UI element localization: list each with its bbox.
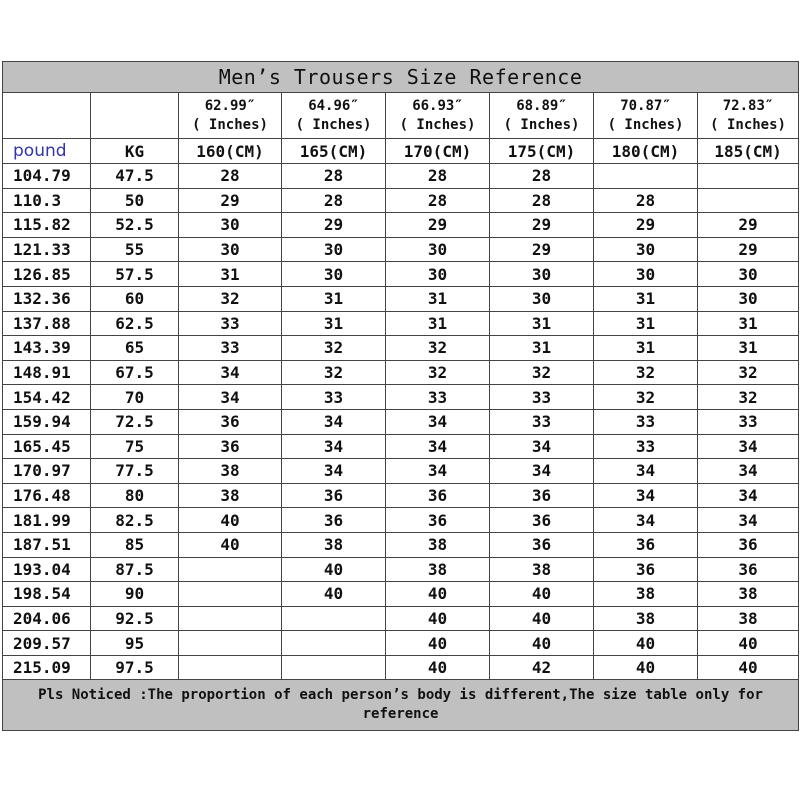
- size-cell: 29: [386, 213, 490, 238]
- cm-header-row: [3, 139, 799, 164]
- table-row: [3, 459, 799, 484]
- size-cell: 40: [179, 508, 282, 533]
- table-row: [3, 385, 799, 410]
- kg-cell: 85: [91, 532, 179, 557]
- pound-cell: 209.57: [3, 631, 91, 656]
- cm-header: 175(CM): [490, 139, 594, 164]
- size-cell: 28: [179, 164, 282, 189]
- size-cell: 34: [594, 459, 698, 484]
- size-cell: 34: [594, 483, 698, 508]
- pound-cell: 204.06: [3, 606, 91, 631]
- table-row: [3, 508, 799, 533]
- size-cell: [698, 188, 799, 213]
- size-cell: 36: [282, 483, 386, 508]
- size-cell: 33: [179, 336, 282, 361]
- pound-cell: 121.33: [3, 237, 91, 262]
- size-cell: 36: [698, 532, 799, 557]
- size-cell: 32: [282, 336, 386, 361]
- inch-header-row: [3, 93, 799, 139]
- size-cell: 28: [282, 188, 386, 213]
- kg-cell: 95: [91, 631, 179, 656]
- size-cell: 32: [698, 385, 799, 410]
- chart-title: Men’s Trousers Size Reference: [3, 62, 799, 93]
- table-row: [3, 582, 799, 607]
- size-cell: 38: [594, 582, 698, 607]
- table-row: [3, 336, 799, 361]
- size-cell: [282, 655, 386, 680]
- size-cell: [179, 655, 282, 680]
- cm-header: 170(CM): [386, 139, 490, 164]
- size-cell: 31: [594, 311, 698, 336]
- kg-cell: 80: [91, 483, 179, 508]
- size-cell: 30: [282, 237, 386, 262]
- size-cell: 33: [698, 409, 799, 434]
- pound-cell: 126.85: [3, 262, 91, 287]
- kg-cell: 77.5: [91, 459, 179, 484]
- size-cell: 31: [282, 286, 386, 311]
- kg-cell: 47.5: [91, 164, 179, 189]
- size-cell: 28: [386, 164, 490, 189]
- kg-cell: 90: [91, 582, 179, 607]
- table-row: [3, 483, 799, 508]
- size-cell: 32: [698, 360, 799, 385]
- pound-cell: 137.88: [3, 311, 91, 336]
- kg-cell: 55: [91, 237, 179, 262]
- size-cell: 40: [386, 606, 490, 631]
- size-cell: 36: [179, 434, 282, 459]
- size-cell: 30: [490, 286, 594, 311]
- pound-cell: 148.91: [3, 360, 91, 385]
- size-cell: 34: [179, 360, 282, 385]
- inch-header: 68.89″ ( Inches): [490, 93, 594, 139]
- size-cell: 33: [594, 409, 698, 434]
- size-cell: 29: [698, 237, 799, 262]
- pound-cell: 143.39: [3, 336, 91, 361]
- size-chart: [2, 61, 798, 731]
- size-cell: 34: [698, 483, 799, 508]
- pound-cell: 187.51: [3, 532, 91, 557]
- inch-header: 70.87″ ( Inches): [594, 93, 698, 139]
- kg-cell: 92.5: [91, 606, 179, 631]
- size-cell: 29: [490, 237, 594, 262]
- size-cell: 38: [490, 557, 594, 582]
- inch-header: 64.96″ ( Inches): [282, 93, 386, 139]
- size-cell: 36: [386, 483, 490, 508]
- size-cell: 31: [490, 311, 594, 336]
- size-cell: 36: [179, 409, 282, 434]
- empty-header-cell: [3, 93, 91, 139]
- size-cell: 38: [698, 606, 799, 631]
- size-cell: 36: [490, 483, 594, 508]
- size-cell: 28: [490, 164, 594, 189]
- size-table: [2, 61, 799, 731]
- table-row: [3, 532, 799, 557]
- size-cell: 40: [698, 655, 799, 680]
- cm-header: 165(CM): [282, 139, 386, 164]
- size-cell: 40: [282, 582, 386, 607]
- size-cell: [179, 606, 282, 631]
- size-cell: 38: [282, 532, 386, 557]
- cm-header: 160(CM): [179, 139, 282, 164]
- kg-cell: 67.5: [91, 360, 179, 385]
- size-cell: 28: [594, 188, 698, 213]
- size-cell: 29: [282, 213, 386, 238]
- size-cell: 34: [490, 434, 594, 459]
- size-cell: 31: [490, 336, 594, 361]
- size-cell: 36: [490, 532, 594, 557]
- table-row: [3, 164, 799, 189]
- size-cell: 30: [386, 262, 490, 287]
- size-cell: 36: [282, 508, 386, 533]
- table-row: [3, 434, 799, 459]
- size-cell: 42: [490, 655, 594, 680]
- size-cell: 32: [179, 286, 282, 311]
- size-cell: 31: [698, 336, 799, 361]
- pound-cell: 110.3: [3, 188, 91, 213]
- notice-text: Pls Noticed :The proportion of each person’s body is different,The size table only for reference: [3, 680, 799, 731]
- size-cell: 36: [490, 508, 594, 533]
- kg-cell: 75: [91, 434, 179, 459]
- pound-cell: 154.42: [3, 385, 91, 410]
- size-cell: [179, 557, 282, 582]
- inch-header: 72.83″ ( Inches): [698, 93, 799, 139]
- size-cell: 31: [386, 311, 490, 336]
- size-cell: 31: [594, 336, 698, 361]
- kg-cell: 50: [91, 188, 179, 213]
- size-cell: 31: [282, 311, 386, 336]
- size-cell: 30: [179, 213, 282, 238]
- table-row: [3, 311, 799, 336]
- kg-cell: 60: [91, 286, 179, 311]
- size-cell: 29: [490, 213, 594, 238]
- size-cell: 33: [594, 434, 698, 459]
- size-cell: 40: [386, 631, 490, 656]
- size-cell: 36: [594, 532, 698, 557]
- size-cell: 34: [179, 385, 282, 410]
- table-row: [3, 655, 799, 680]
- size-cell: 30: [490, 262, 594, 287]
- size-cell: 28: [282, 164, 386, 189]
- size-cell: 40: [594, 655, 698, 680]
- size-cell: 28: [490, 188, 594, 213]
- size-cell: 31: [179, 262, 282, 287]
- size-cell: 34: [698, 459, 799, 484]
- size-cell: 32: [594, 360, 698, 385]
- table-row: [3, 631, 799, 656]
- size-cell: 32: [386, 336, 490, 361]
- size-cell: 34: [386, 409, 490, 434]
- table-row: [3, 262, 799, 287]
- size-cell: 31: [698, 311, 799, 336]
- table-row: [3, 237, 799, 262]
- size-cell: 31: [594, 286, 698, 311]
- pound-cell: 132.36: [3, 286, 91, 311]
- pound-header: pound: [3, 139, 91, 164]
- pound-cell: 181.99: [3, 508, 91, 533]
- size-cell: 29: [594, 213, 698, 238]
- kg-cell: 87.5: [91, 557, 179, 582]
- kg-cell: 72.5: [91, 409, 179, 434]
- size-cell: 40: [386, 655, 490, 680]
- size-cell: 38: [386, 532, 490, 557]
- size-cell: 40: [386, 582, 490, 607]
- size-cell: 36: [386, 508, 490, 533]
- size-cell: 30: [594, 262, 698, 287]
- table-row: [3, 360, 799, 385]
- table-row: [3, 188, 799, 213]
- size-cell: 40: [698, 631, 799, 656]
- size-cell: 34: [698, 434, 799, 459]
- size-cell: 30: [594, 237, 698, 262]
- size-cell: 40: [179, 532, 282, 557]
- pound-cell: 159.94: [3, 409, 91, 434]
- size-cell: 33: [490, 385, 594, 410]
- size-cell: 36: [698, 557, 799, 582]
- size-cell: 33: [179, 311, 282, 336]
- size-cell: 38: [179, 459, 282, 484]
- pound-cell: 104.79: [3, 164, 91, 189]
- size-cell: 34: [282, 459, 386, 484]
- size-cell: 34: [282, 409, 386, 434]
- pound-cell: 170.97: [3, 459, 91, 484]
- size-cell: [282, 631, 386, 656]
- pound-cell: 215.09: [3, 655, 91, 680]
- size-cell: 36: [594, 557, 698, 582]
- size-cell: 32: [490, 360, 594, 385]
- size-cell: 30: [698, 286, 799, 311]
- size-cell: 29: [698, 213, 799, 238]
- pound-cell: 115.82: [3, 213, 91, 238]
- size-cell: [282, 606, 386, 631]
- size-cell: 38: [386, 557, 490, 582]
- size-cell: 32: [282, 360, 386, 385]
- size-cell: 28: [386, 188, 490, 213]
- size-cell: 32: [594, 385, 698, 410]
- inch-header: 62.99″ ( Inches): [179, 93, 282, 139]
- table-row: [3, 213, 799, 238]
- size-cell: 31: [386, 286, 490, 311]
- size-cell: [594, 164, 698, 189]
- size-cell: 30: [698, 262, 799, 287]
- size-cell: 33: [386, 385, 490, 410]
- pound-cell: 193.04: [3, 557, 91, 582]
- size-cell: 40: [594, 631, 698, 656]
- empty-header-cell: [91, 93, 179, 139]
- size-cell: [179, 631, 282, 656]
- kg-cell: 97.5: [91, 655, 179, 680]
- kg-cell: 57.5: [91, 262, 179, 287]
- size-cell: 40: [490, 582, 594, 607]
- size-cell: 38: [179, 483, 282, 508]
- size-cell: 40: [490, 606, 594, 631]
- pound-cell: 176.48: [3, 483, 91, 508]
- size-cell: 29: [179, 188, 282, 213]
- cm-header: 180(CM): [594, 139, 698, 164]
- table-row: [3, 606, 799, 631]
- kg-cell: 52.5: [91, 213, 179, 238]
- pound-cell: 165.45: [3, 434, 91, 459]
- size-cell: 40: [282, 557, 386, 582]
- cm-header: 185(CM): [698, 139, 799, 164]
- inch-header: 66.93″ ( Inches): [386, 93, 490, 139]
- size-cell: 33: [490, 409, 594, 434]
- kg-cell: 70: [91, 385, 179, 410]
- size-cell: 40: [490, 631, 594, 656]
- size-cell: 30: [179, 237, 282, 262]
- size-cell: 34: [386, 434, 490, 459]
- table-row: [3, 286, 799, 311]
- size-cell: 34: [490, 459, 594, 484]
- size-cell: 30: [386, 237, 490, 262]
- kg-header: KG: [91, 139, 179, 164]
- title-row: [3, 62, 799, 93]
- size-cell: 33: [282, 385, 386, 410]
- kg-cell: 62.5: [91, 311, 179, 336]
- size-cell: 34: [386, 459, 490, 484]
- size-cell: [179, 582, 282, 607]
- size-cell: 38: [698, 582, 799, 607]
- size-cell: 32: [386, 360, 490, 385]
- size-cell: 34: [594, 508, 698, 533]
- size-cell: [698, 164, 799, 189]
- size-cell: 30: [282, 262, 386, 287]
- kg-cell: 65: [91, 336, 179, 361]
- kg-cell: 82.5: [91, 508, 179, 533]
- size-cell: 34: [282, 434, 386, 459]
- table-row: [3, 409, 799, 434]
- table-row: [3, 557, 799, 582]
- note-row: [3, 680, 799, 731]
- pound-cell: 198.54: [3, 582, 91, 607]
- size-cell: 38: [594, 606, 698, 631]
- size-cell: 34: [698, 508, 799, 533]
